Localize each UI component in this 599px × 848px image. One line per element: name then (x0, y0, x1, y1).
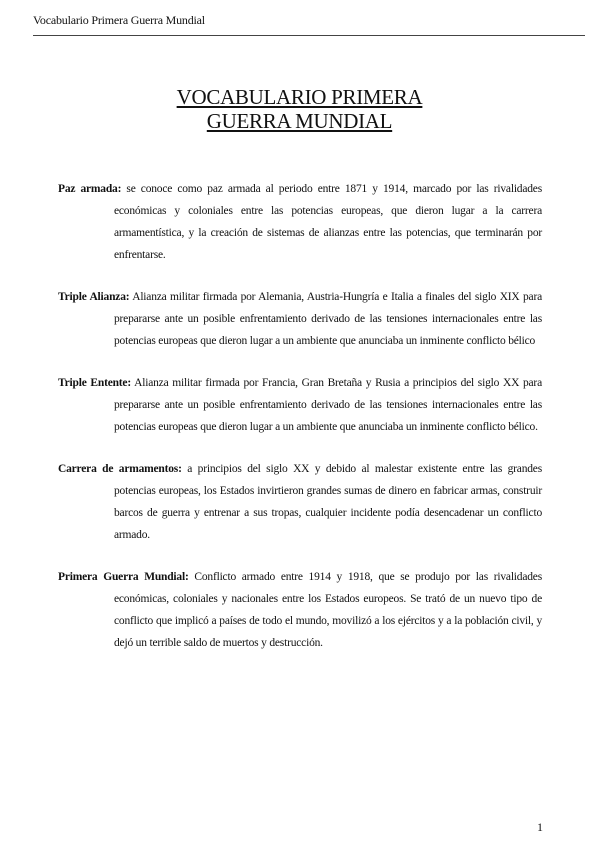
vocabulary-entry-primera-guerra-mundial (58, 566, 542, 654)
running-header-title: Vocabulario Primera Guerra Mundial (33, 13, 205, 27)
document-title-line-1: VOCABULARIO PRIMERA (176, 85, 423, 109)
vocabulary-definition: Alianza militar firmada por Alemania, Austria-Hungría e Italia a finales del siglo XIX para prepararse ante un posible enfrentamiento derivado de las tensiones internacionales entre las potencias europeas que dieron lugar a un ambiente que anunciaba un inminente conflicto bélico (114, 291, 542, 347)
header-rule (33, 35, 585, 36)
vocabulary-entry-carrera-de-armamentos (58, 458, 542, 546)
document-title-line-2: GUERRA MUNDIAL (206, 109, 393, 133)
vocabulary-entry-triple-alianza (58, 286, 542, 352)
vocabulary-definition: a principios del siglo XX y debido al malestar existente entre las grandes potencias europeas, los Estados invirtieron grandes sumas de dinero en fabricar armas, construir barcos de guerra y entrenar a sus tropas, cualquier incidente podía desencadenar un conflicto armado. (114, 463, 542, 541)
running-header (0, 0, 599, 40)
vocabulary-term: Triple Entente: (58, 377, 131, 389)
vocabulary-term: Triple Alianza: (58, 291, 130, 303)
vocabulary-term: Primera Guerra Mundial: (58, 571, 189, 583)
vocabulary-definition: Alianza militar firmada por Francia, Gran Bretaña y Rusia a principios del siglo XX para prepararse ante un posible enfrentamiento derivado de las tensiones internacionales entre las potencias europeas que dieron lugar a un ambiente que anunciaba un inminente conflicto bélico. (114, 377, 542, 433)
vocabulary-definition: Conflicto armado entre 1914 y 1918, que se produjo por las rivalidades económicas, coloniales y nacionales entre los Estados europeos. Se trató de un nuevo tipo de conflicto que implicó a países de todo el mundo, movilizó a los ejércitos y a la población civil, y dejó un terrible saldo de muertos y destrucción. (114, 571, 542, 649)
vocabulary-entry-paz-armada (58, 178, 542, 266)
vocabulary-entry-triple-entente (58, 372, 542, 438)
page-number: 1 (537, 820, 543, 834)
vocabulary-term: Carrera de armamentos: (58, 463, 182, 475)
document-title (0, 85, 599, 133)
vocabulary-definition: se conoce como paz armada al periodo entre 1871 y 1914, marcado por las rivalidades económicas y coloniales entre las potencias europeas, que dieron lugar a la carrera armamentística, y la creación de sistemas de alianzas entre las potencias, que terminarán por enfrentarse. (114, 183, 542, 261)
vocabulary-term: Paz armada: (58, 183, 122, 195)
vocabulary-list (58, 178, 542, 674)
